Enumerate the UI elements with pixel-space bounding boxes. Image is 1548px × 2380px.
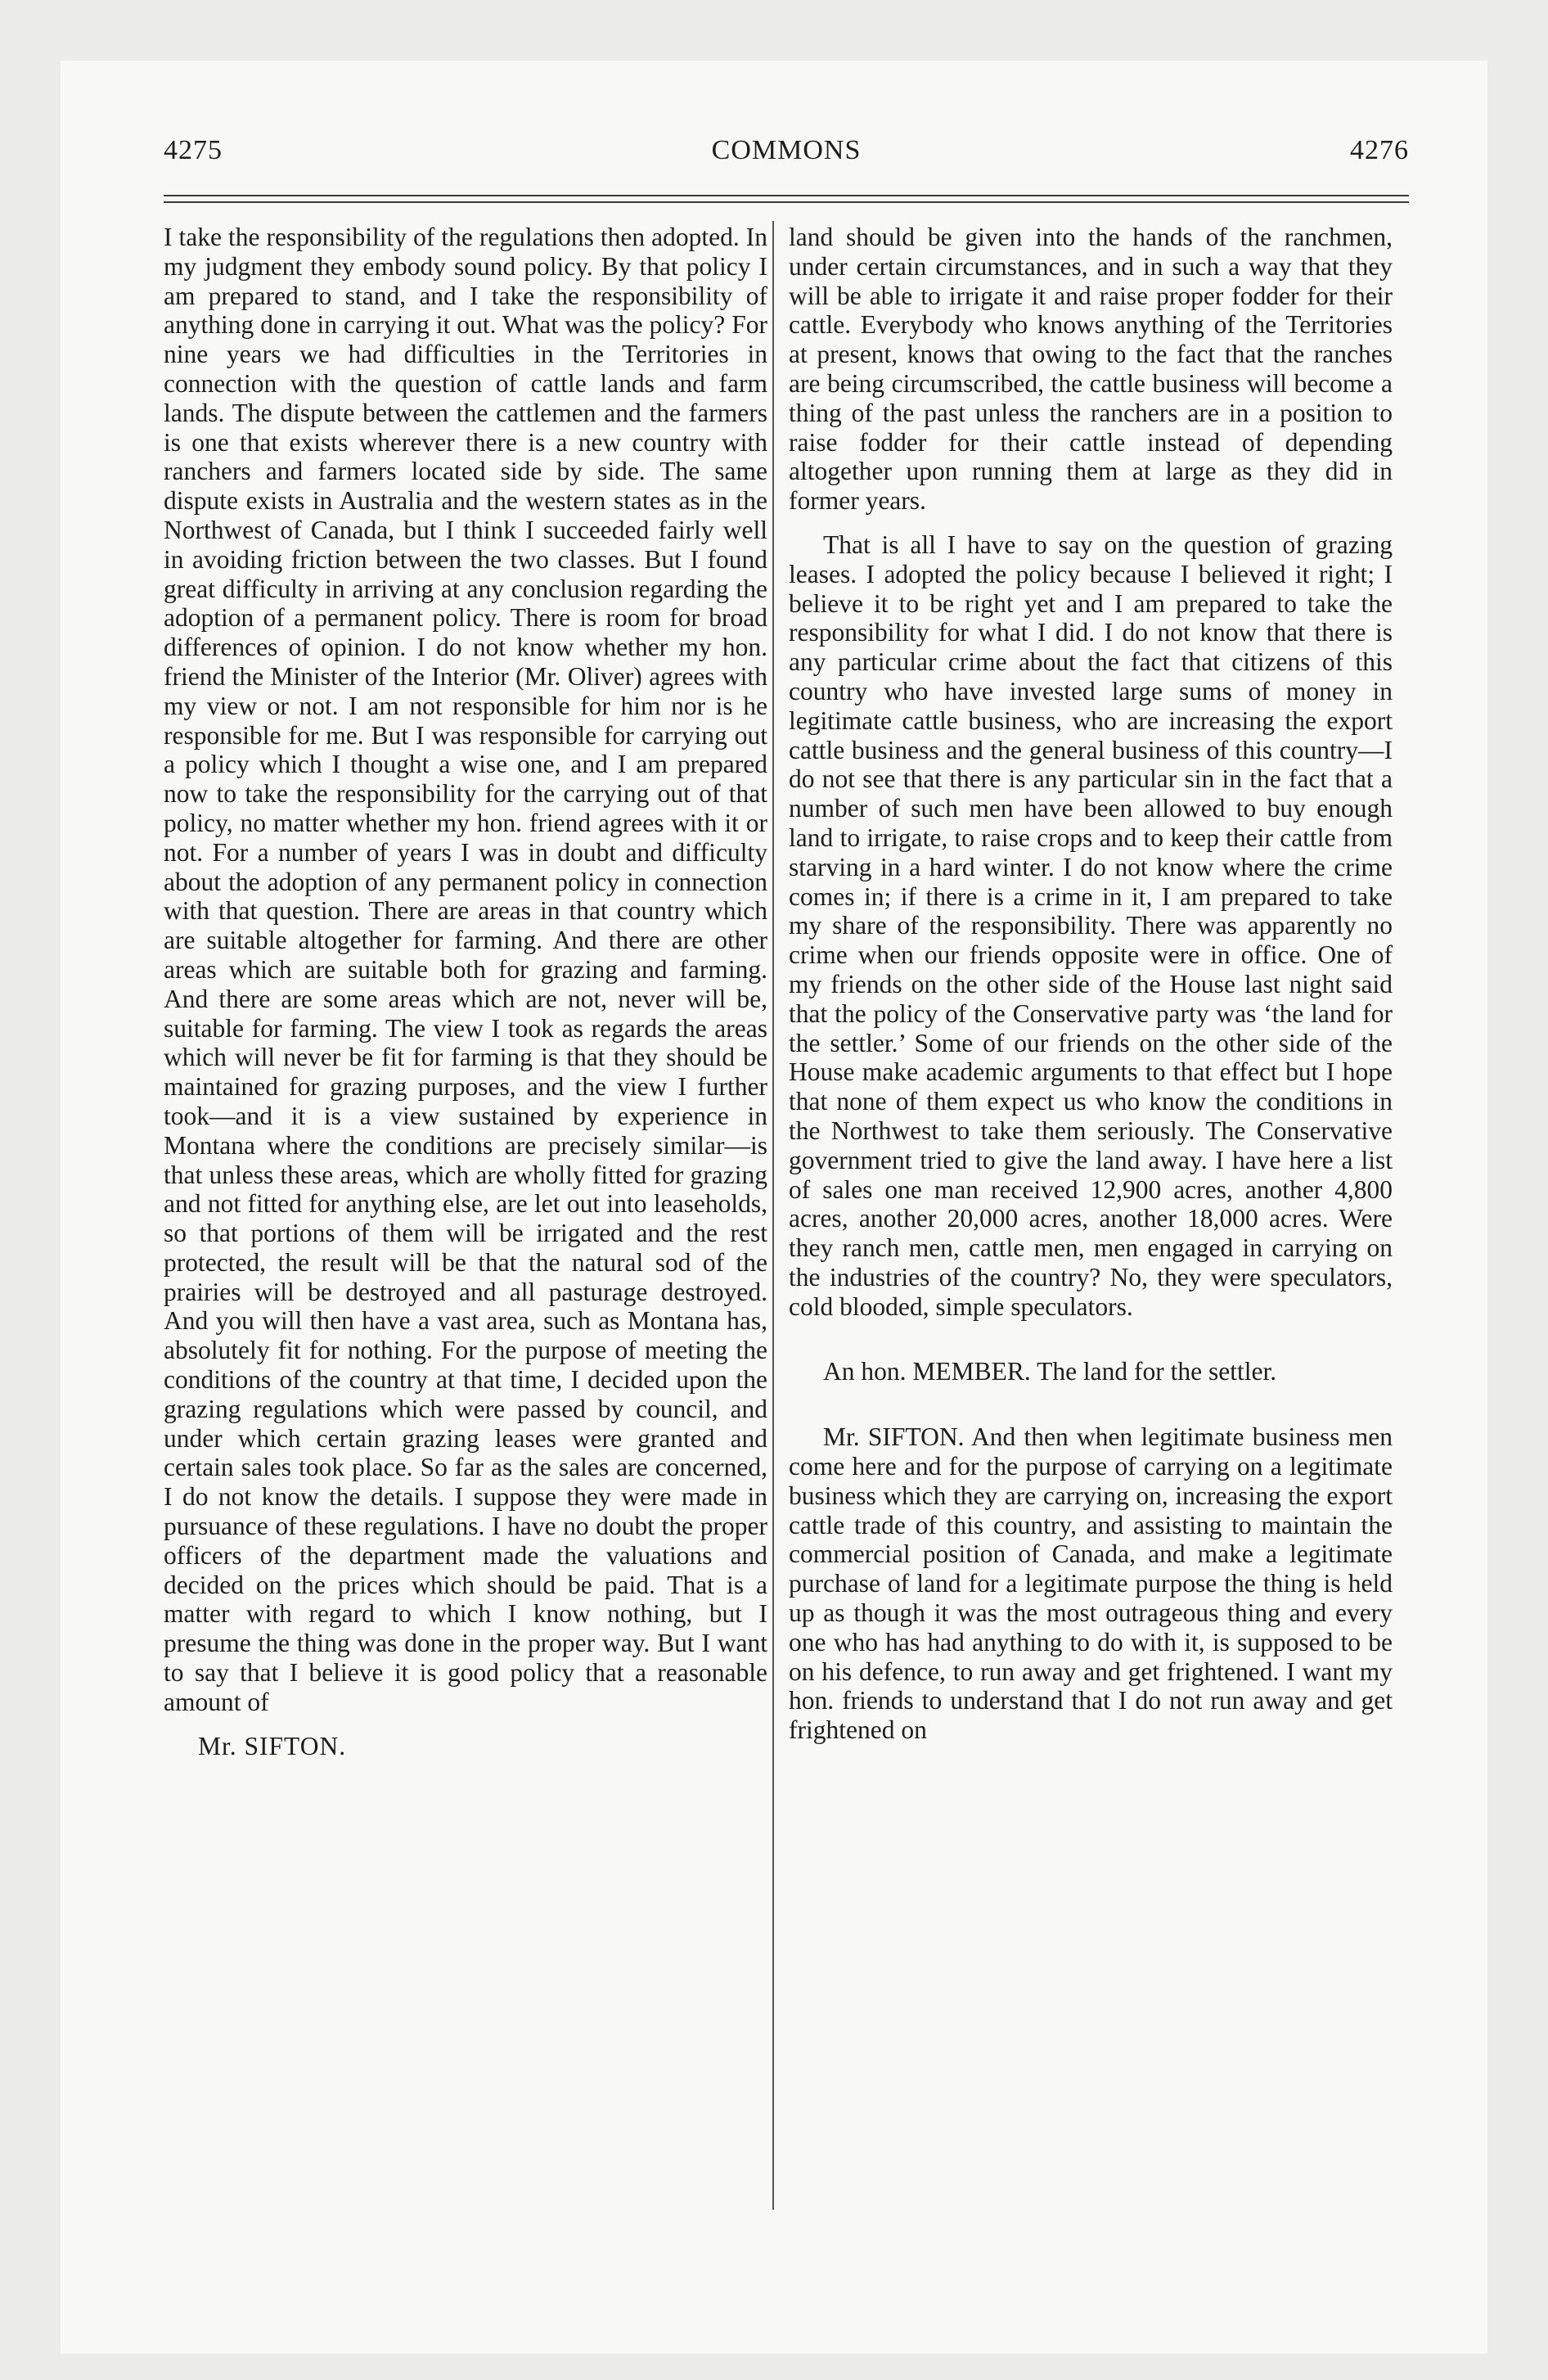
page-header [164,133,1409,169]
right-page-number: 4276 [1350,135,1409,165]
left-paragraph-1: I take the responsibility of the regulations then adopted. In my judgment they embody sound policy. By that policy I am prepared to stand, and I take the responsibility of anything done in carrying it out. What was the policy? For nine years we had difficulties in the Territories in connection with the question of cattle lands and farm lands. The dispute between the cattlemen and the farmers is one that exists wherever there is a new country with ranchers and farmers located side by side. The same dispute exists in Australia and the western states as in the Northwest of Canada, but I think I succeeded fairly well in avoiding friction between the two classes. But I found great difficulty in arriving at any conclusion regarding the adoption of a permanent policy. There is room for broad differences of opinion. I do not know whether my hon. friend the Minister of the Interior (Mr. Oliver) agrees with my view or not. I am not responsible for him nor is he responsible for me. But I was responsible for carrying out a policy which I thought a wise one, and I am prepared now to take the responsibility for the carrying out of that policy, no matter whether my hon. friend agrees with it or not. For a number of years I was in doubt and difficulty about the adoption of any permanent policy in connection with that question. There are areas in that country which are suitable altogether for farming. And there are other areas which are suitable both for grazing and farming. And there are some areas which are not, never will be, suitable for farming. The view I took as regards the areas which will never be fit for farming is that they should be maintained for grazing purposes, and the view I further took—and it is a view sustained by experience in Montana where the conditions are precisely similar—is that unless these areas, which are wholly fitted for grazing and not fitted for anything else, are let out into leaseholds, so that portions of them will be irrigated and the rest protected, the result will be that the natural sod of the prairies will be destroyed and all pasturage destroyed. And you will then have a vast area, such as Montana has, absolutely fit for nothing. For the purpose of meeting the conditions of the country at that time, I decided upon the grazing regulations which were passed by council, and under which certain grazing leases were granted and certain sales took place. So far as the sales are concerned, I do not know the details. I suppose they were made in pursuance of these regulations. I have no doubt the proper officers of the department made the valuations and decided on the prices which should be paid. That is a matter with regard to which I know nothing, but I presume the thing was done in the proper way. But I want to say that I believe it is good policy that a reasonable amount of [164,223,767,1716]
header-rule-top [164,195,1409,196]
left-page-number: 4275 [164,135,223,165]
header-rule-bottom [164,201,1409,203]
left-column [164,223,767,2351]
page-title: COMMONS [711,135,862,165]
page [61,61,1487,2354]
right-paragraph-2: That is all I have to say on the question of grazing leases. I adopted the policy because I believed it right; I believe it to be right yet and I am prepared to take the responsibility for what I did. I do not know that there is any particular crime about the fact that citizens of this country who have invested large sums of money in legitimate cattle business, who are increasing the export cattle business and the general business of this country—I do not see that there is any particular sin in the fact that a number of such men have been allowed to buy enough land to irrigate, to raise crops and to keep their cattle from starving in a hard winter. I do not know where the crime comes in; if there is a crime in it, I am prepared to take my share of the responsibility. There was apparently no crime when our friends opposite were in office. One of my friends on the other side of the House last night said that the policy of the Conservative party was ‘the land for the settler.’ Some of our friends on the other side of the House make academic arguments to that effect but I hope that none of them expect us who know the conditions in the Northwest to take them seriously. The Conservative government tried to give the land away. I have here a list of sales one man received 12,900 acres, another 4,800 acres, another 20,000 acres, another 18,000 acres. Were they ranch men, cattle men, men engaged in carrying on the industries of the country? No, they were speculators, cold blooded, simple speculators. [789,530,1393,1321]
left-column-footer-name: Mr. SIFTON. [198,1731,347,1760]
right-paragraph-3: An hon. MEMBER. The land for the settler. [823,1357,1277,1386]
column-divider [772,221,774,2210]
right-column [789,223,1393,2351]
right-paragraph-1: land should be given into the hands of the ranchmen, under certain circumstances, and in such a way that they will be able to irrigate it and raise proper fodder for their cattle. Everybody who knows anything of the Territories at present, knows that owing to the fact that the ranches are being circumscribed, the cattle business will become a thing of the past unless the ranchers are in a position to raise fodder for their cattle instead of depending altogether upon running them at large as they did in former years. [789,223,1393,516]
right-paragraph-4: Mr. SIFTON. And then when legitimate business men come here and for the purpose of carrying on a legitimate business which they are carrying on, increasing the export cattle trade of this country, and assisting to maintain the commercial position of Canada, and make a legitimate purchase of land for a legitimate purpose the thing is held up as though it was the most outrageous thing and every one who has had anything to do with it, is supposed to be on his defence, to run away and get frightened. I want my hon. friends to understand that I do not run away and get frightened on [789,1422,1393,1745]
